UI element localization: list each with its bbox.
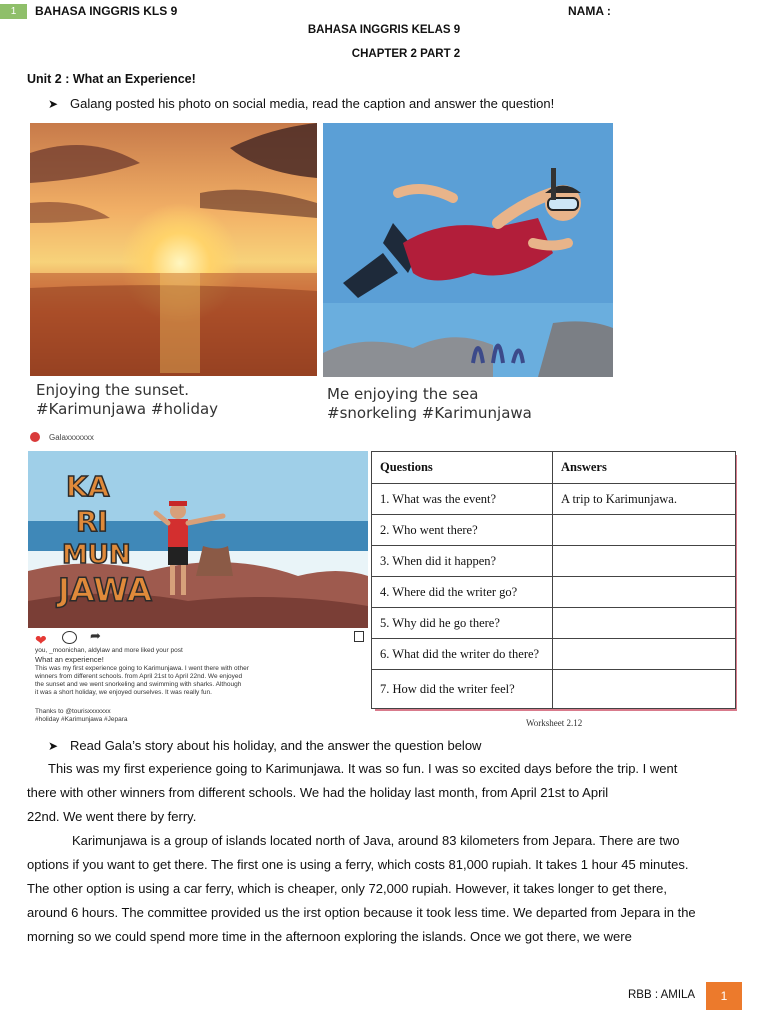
answer-cell[interactable] (553, 670, 736, 709)
story-line: The other option is using a car ferry, which is cheaper, only 72,000 rupiah. However, it takes longer to get there, (27, 881, 668, 896)
story-line: 22nd. We went there by ferry. (27, 809, 197, 824)
post-text-line: winners from different schools. from April 21st to April 22nd. We enjoyed (35, 673, 243, 680)
table-row (372, 639, 736, 670)
post-likes: you, _moonichan, aldylaw and more liked your post (35, 647, 183, 654)
table-row (372, 546, 736, 577)
snorkel-caption (327, 385, 532, 423)
questions-table (371, 451, 736, 709)
svg-text:RI: RI (76, 505, 108, 538)
post-photo (28, 451, 368, 628)
story-line: there with other winners from different schools. We had the holiday last month, from April 21st to April (27, 785, 609, 800)
table-header-questions: Questions (372, 452, 553, 484)
questions-table-wrap (371, 451, 736, 709)
header-left-title: BAHASA INGGRIS KLS 9 (35, 4, 178, 18)
table-row (372, 608, 736, 639)
answer-cell[interactable] (553, 577, 736, 608)
story-line: morning so we could spend more time in the afternoon exploring the islands. Once we got there, we were (27, 929, 632, 944)
post-username: Galaxxxxxxx (49, 433, 94, 442)
question-cell: 5. Why did he go there? (372, 608, 553, 639)
page-subtitle: CHAPTER 2 PART 2 (351, 48, 461, 60)
page-badge: 1 (0, 4, 27, 19)
svg-text:KA: KA (66, 470, 110, 503)
bookmark-icon[interactable] (354, 631, 364, 642)
table-row (372, 577, 736, 608)
answer-cell[interactable]: A trip to Karimunjawa. (553, 484, 736, 515)
story-line: Karimunjawa is a group of islands located north of Java, around 83 kilometers from Jepara. There are two (72, 833, 680, 848)
user-avatar (30, 432, 40, 442)
page-title: BAHASA INGGRIS KELAS 9 (307, 24, 461, 36)
question-cell: 4. Where did the writer go? (372, 577, 553, 608)
comment-icon[interactable] (62, 631, 77, 644)
snorkel-caption-line1: Me enjoying the sea (327, 385, 479, 403)
question-cell: 2. Who went there? (372, 515, 553, 546)
story-line: options if you want to get there. The first one is using a ferry, which costs 81,000 rupiah. It takes 1 hour 45 minutes. (27, 857, 689, 872)
question-cell: 7. How did the writer feel? (372, 670, 553, 709)
worksheet-caption: Worksheet 2.12 (526, 718, 583, 728)
footer-label: RBB : AMILA (628, 989, 696, 1001)
svg-text:MUN: MUN (62, 540, 131, 570)
instruction-1-text: Galang posted his photo on social media, read the caption and answer the question! (70, 96, 555, 111)
arrow-bullet-icon: ➤ (48, 97, 59, 111)
post-text-line: This was my first experience going to Karimunjawa. I went there with other (35, 665, 249, 672)
table-row (372, 670, 736, 709)
sunset-caption-line2: #Karimunjawa #holiday (36, 400, 219, 418)
heart-icon[interactable]: ❤ (35, 632, 47, 648)
name-label: NAMA : (568, 4, 611, 18)
question-cell: 1. What was the event? (372, 484, 553, 515)
question-cell: 6. What did the writer do there? (372, 639, 553, 670)
share-icon[interactable]: ➦ (90, 628, 101, 643)
svg-text:JAWA: JAWA (58, 571, 152, 609)
post-thanks: Thanks to @tourisxxxxxxx (35, 708, 111, 715)
post-text-line: it was a short holiday, we enjoyed ourselves. It was really fun. (35, 689, 212, 696)
sunset-photo (30, 123, 317, 376)
table-header-row (372, 452, 736, 484)
arrow-bullet-icon: ➤ (48, 739, 59, 753)
post-text-title: What an experience! (35, 655, 104, 664)
instruction-2-text: Read Gala’s story about his holiday, and the answer the question below (70, 738, 482, 753)
answer-cell[interactable] (553, 546, 736, 577)
footer-page-number: 1 (706, 982, 742, 1010)
unit-heading: Unit 2 : What an Experience! (27, 72, 196, 86)
snorkel-photo (323, 123, 613, 377)
sunset-caption-line1: Enjoying the sunset. (36, 381, 190, 399)
table-row (372, 515, 736, 546)
snorkel-caption-line2: #snorkeling #Karimunjawa (327, 404, 532, 422)
answer-cell[interactable] (553, 639, 736, 670)
instruction-2 (48, 738, 481, 753)
table-header-answers: Answers (553, 452, 736, 484)
instruction-1 (48, 96, 554, 111)
post-text-line: the sunset and we went snorkeling and swimming with sharks. Although (35, 681, 242, 688)
story-line: around 6 hours. The committee provided us the irst option because it took less time. We departed from Jepara in the (27, 905, 696, 920)
answer-cell[interactable] (553, 608, 736, 639)
answer-cell[interactable] (553, 515, 736, 546)
post-hashtags: #holiday #Karimunjawa #Jepara (35, 716, 128, 723)
question-cell: 3. When did it happen? (372, 546, 553, 577)
table-row (372, 484, 736, 515)
story-line: This was my first experience going to Karimunjawa. It was so fun. I was so excited days before the trip. I went (48, 761, 678, 776)
sunset-caption (36, 381, 218, 419)
